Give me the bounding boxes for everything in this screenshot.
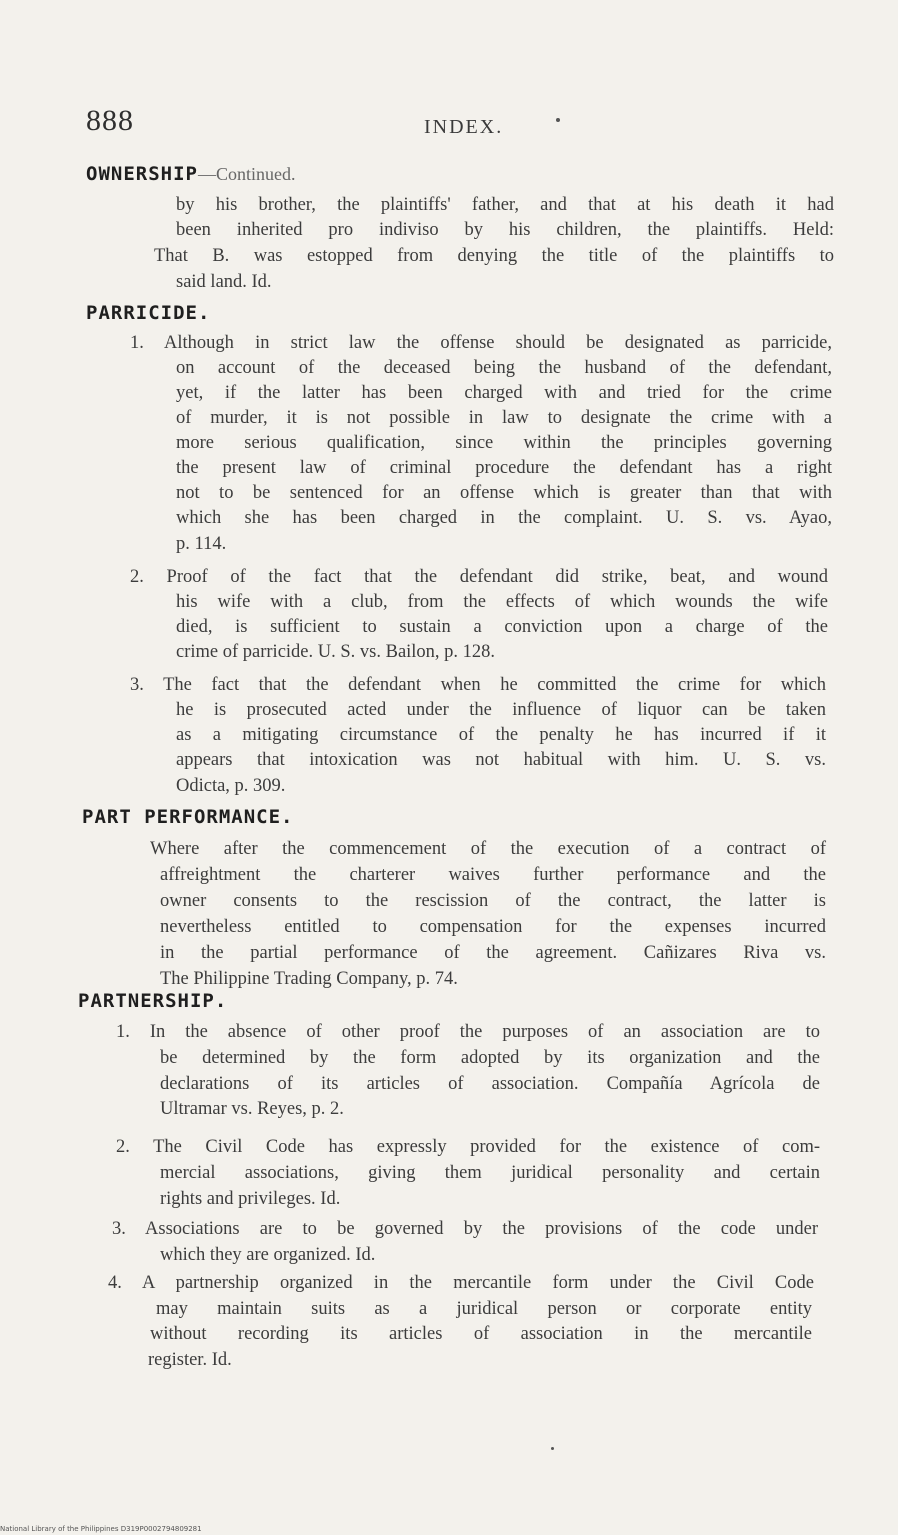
text-line: of murder, it is not possible in law to designate the crime with a — [176, 408, 832, 428]
text-line: by his brother, the plaintiffs' father, and that at his death it had — [176, 195, 834, 215]
text-line: 4. A partnership organized in the mercantile form under the Civil Code — [108, 1273, 814, 1293]
continued-label: —Continued. — [197, 164, 296, 184]
scan-footer: National Library of the Philippines D319P0002794809281 — [0, 1525, 202, 1533]
text-line: 2. The Civil Code has expressly provided for the existence of com- — [116, 1137, 820, 1157]
entry-heading-ownership — [86, 163, 295, 185]
text-line: 1. In the absence of other proof the purposes of an association are to — [116, 1022, 820, 1042]
text-line: on account of the deceased being the husband of the defendant, — [176, 358, 832, 378]
text-line: may maintain suits as a juridical person or corporate entity — [156, 1299, 812, 1319]
text-line: nevertheless entitled to compensation for the expenses incurred — [160, 917, 826, 937]
text-line: which she has been charged in the complaint. U. S. vs. Ayao, — [176, 508, 832, 528]
text-line: he is prosecuted acted under the influence of liquor can be taken — [176, 700, 826, 720]
text-line: as a mitigating circumstance of the penalty he has incurred if it — [176, 725, 826, 745]
text-line: be determined by the form adopted by its organization and the — [160, 1048, 820, 1068]
text-line: That B. was estopped from denying the title of the plaintiffs to — [154, 246, 834, 266]
text-line: his wife with a club, from the effects of which wounds the wife — [176, 592, 828, 612]
page-number: 888 — [86, 104, 134, 137]
text-line: Where after the commencement of the execution of a contract of — [150, 839, 826, 859]
text-line: appears that intoxication was not habitual with him. U. S. vs. — [176, 750, 826, 770]
text-line: 3. The fact that the defendant when he committed the crime for which — [130, 675, 826, 695]
text-line: been inherited pro indiviso by his children, the plaintiffs. Held: — [176, 220, 834, 240]
ink-speck — [551, 1447, 554, 1450]
text-line: crime of parricide. U. S. vs. Bailon, p. 128. — [176, 642, 496, 662]
text-line: which they are organized. Id. — [160, 1245, 376, 1265]
text-line: affreightment the charterer waives further performance and the — [160, 865, 826, 885]
text-line: p. 114. — [176, 534, 227, 554]
text-line: not to be sentenced for an offense which is greater than that with — [176, 483, 832, 503]
text-line: register. Id. — [148, 1350, 232, 1370]
text-line: Odicta, p. 309. — [176, 776, 286, 796]
entry-heading-partnership: PARTNERSHIP. — [78, 990, 228, 1012]
text-line: 2. Proof of the fact that the defendant did strike, beat, and wound — [130, 567, 828, 587]
text-line: said land. Id. — [176, 272, 272, 292]
text-line: mercial associations, giving them juridical personality and certain — [160, 1163, 820, 1183]
text-line: 3. Associations are to be governed by the provisions of the code under — [112, 1219, 818, 1239]
text-line: in the partial performance of the agreement. Cañizares Riva vs. — [160, 943, 826, 963]
text-line: more serious qualification, since within the principles governing — [176, 433, 832, 453]
heading-text: OWNERSHIP — [86, 163, 198, 185]
text-line: The Philippine Trading Company, p. 74. — [160, 969, 458, 989]
text-line: 1. Although in strict law the offense should be designated as parricide, — [130, 333, 832, 353]
entry-heading-part-performance: PART PERFORMANCE. — [82, 806, 294, 828]
text-line: died, is sufficient to sustain a conviction upon a charge of the — [176, 617, 828, 637]
running-head: INDEX. — [424, 116, 504, 138]
text-line: without recording its articles of association in the mercantile — [150, 1324, 812, 1344]
text-line: Ultramar vs. Reyes, p. 2. — [160, 1099, 344, 1119]
text-line: declarations of its articles of association. Compañía Agrícola de — [160, 1074, 820, 1094]
text-line: yet, if the latter has been charged with and tried for the crime — [176, 383, 832, 403]
ink-speck — [556, 118, 560, 122]
text-line: the present law of criminal procedure the defendant has a right — [176, 458, 832, 478]
text-line: owner consents to the rescission of the contract, the latter is — [160, 891, 826, 911]
entry-heading-parricide: PARRICIDE. — [86, 302, 211, 324]
text-line: rights and privileges. Id. — [160, 1189, 341, 1209]
